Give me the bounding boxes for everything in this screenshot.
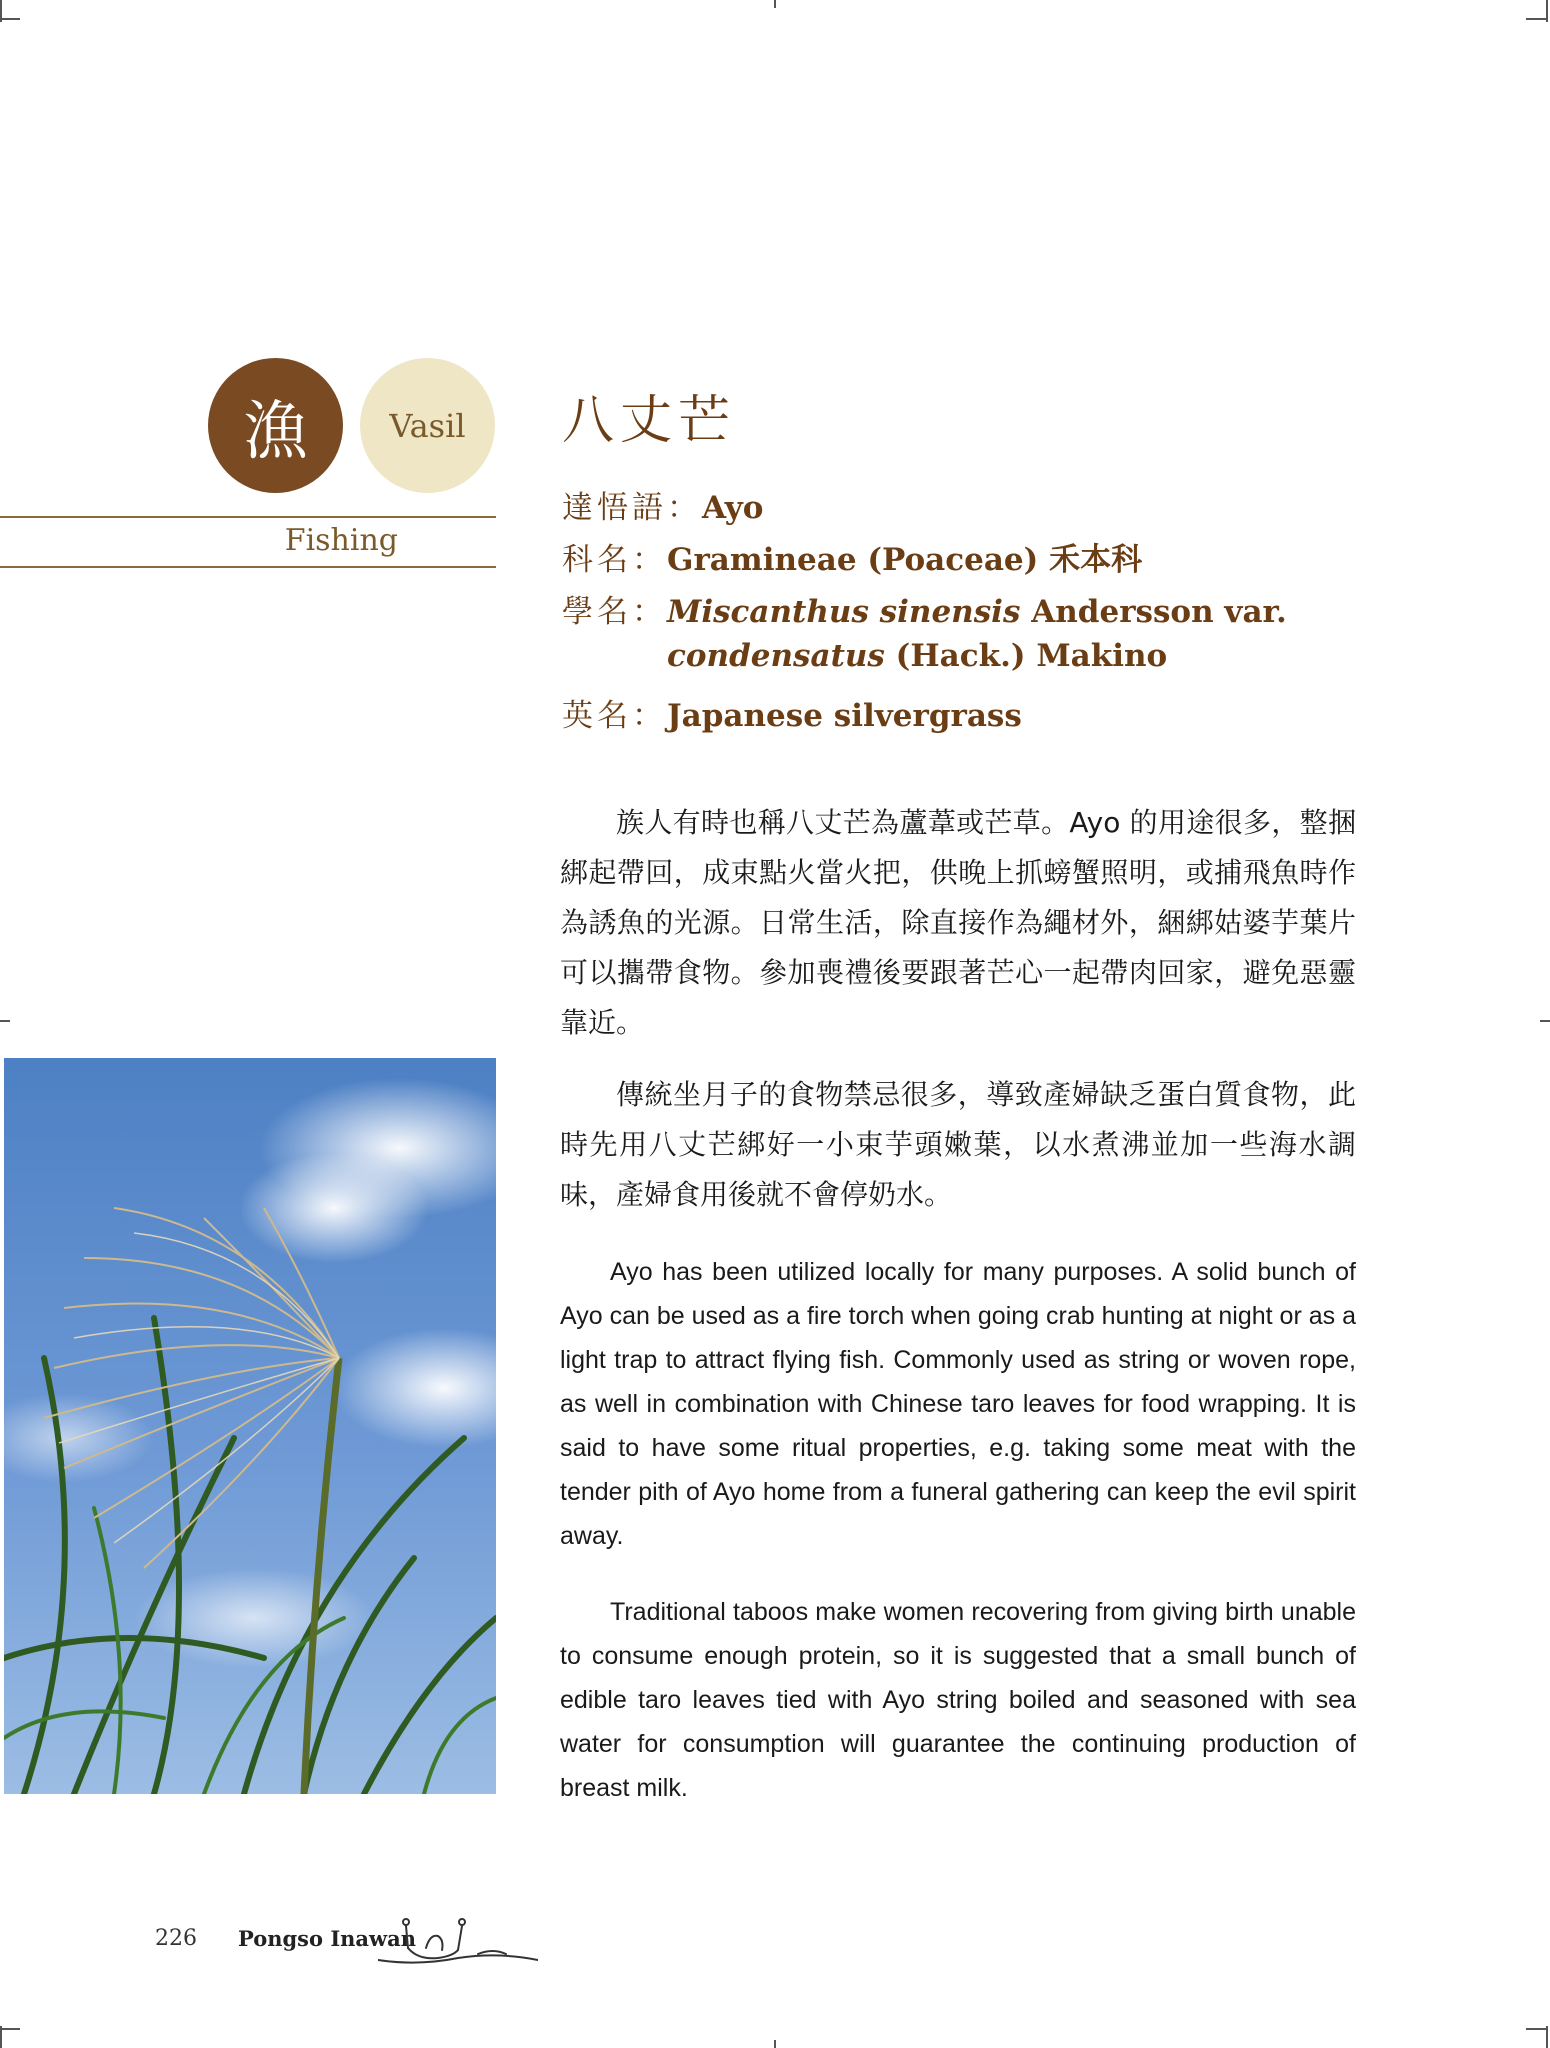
boat-icon	[378, 1908, 538, 1972]
crop-mark	[1526, 18, 1546, 20]
zh-paragraph-2: 傳統坐月子的食物禁忌很多，導致產婦缺乏蛋白質食物，此時先用八丈芒綁好一小束芋頭嫩葉，以水煮沸並加一些海水調味，產婦食用後就不會停奶水。	[560, 1078, 1356, 1211]
scientific-label: 學名：	[562, 594, 667, 630]
category-en: Fishing	[284, 523, 398, 558]
entry-title: 八丈芒	[562, 391, 737, 451]
crop-mark	[774, 2040, 776, 2048]
english-name-value: Japanese silvergrass	[667, 698, 1022, 734]
family-value: Gramineae (Poaceae) 禾本科	[667, 542, 1143, 578]
scientific-variety: condensatus	[667, 638, 885, 674]
english-name-label: 英名：	[562, 698, 667, 734]
category-badge-en	[360, 358, 495, 493]
crop-mark	[1540, 1020, 1550, 1022]
scientific-line-2	[667, 638, 1167, 674]
crop-mark	[0, 2028, 20, 2030]
english-name-line	[562, 690, 1022, 735]
family-line	[562, 534, 1142, 579]
scientific-genus-species: Miscanthus sinensis	[667, 594, 1021, 630]
book-title: Pongso Inawan	[238, 1926, 416, 1951]
scientific-line	[562, 586, 1287, 631]
category-badge-zh	[208, 358, 343, 493]
tao-name-label: 達悟語：	[562, 490, 702, 526]
silvergrass-photo	[4, 1058, 496, 1794]
scientific-variety-author: (Hack.) Makino	[884, 638, 1168, 674]
crop-mark	[0, 18, 20, 20]
page-number: 226	[155, 1926, 197, 1951]
category-rule-top	[0, 516, 496, 518]
category-en-short: Vasil	[389, 406, 466, 445]
category-rule-bottom	[0, 566, 496, 568]
en-paragraph-2: Traditional taboos make women recovering from giving birth unable to consume enough protein, so it is suggested that a small bunch of edible taro leaves tied with Ayo string boiled and seasoned with sea water for consumption will guarantee the continuing production of breast milk.	[560, 1598, 1356, 1802]
tao-name-line	[562, 482, 764, 527]
en-paragraph-1: Ayo has been utilized locally for many purposes. A solid bunch of Ayo can be used as a fire torch when going crab hunting at night or as a light trap to attract flying fish. Commonly used as string or woven rope, as well in combination with Chinese taro leaves for food wrapping. It is said to have some ritual properties, e.g. taking some meat with the tender pith of Ayo home from a funeral gathering can keep the evil spirit away.	[560, 1258, 1356, 1550]
crop-mark	[1526, 2028, 1546, 2030]
family-label: 科名：	[562, 542, 667, 578]
zh-paragraph-1: 族人有時也稱八丈芒為蘆葦或芒草。Ayo 的用途很多，整捆綁起帶回，成束點火當火把，供晚上抓螃蟹照明，或捕飛魚時作為誘魚的光源。日常生活，除直接作為繩材外，綑綁姑婆芋葉片可以攜帶食物。參加喪禮後要跟著芒心一起帶肉回家，避免惡靈靠近。	[560, 806, 1356, 1039]
crop-mark	[0, 2026, 2, 2048]
crop-mark	[0, 1020, 10, 1022]
category-zh: 漁	[243, 394, 308, 469]
tao-name-value: Ayo	[702, 490, 764, 526]
crop-mark	[1546, 0, 1548, 22]
crop-mark	[1546, 2026, 1548, 2048]
scientific-author: Andersson var.	[1020, 594, 1287, 630]
crop-mark	[774, 0, 776, 8]
